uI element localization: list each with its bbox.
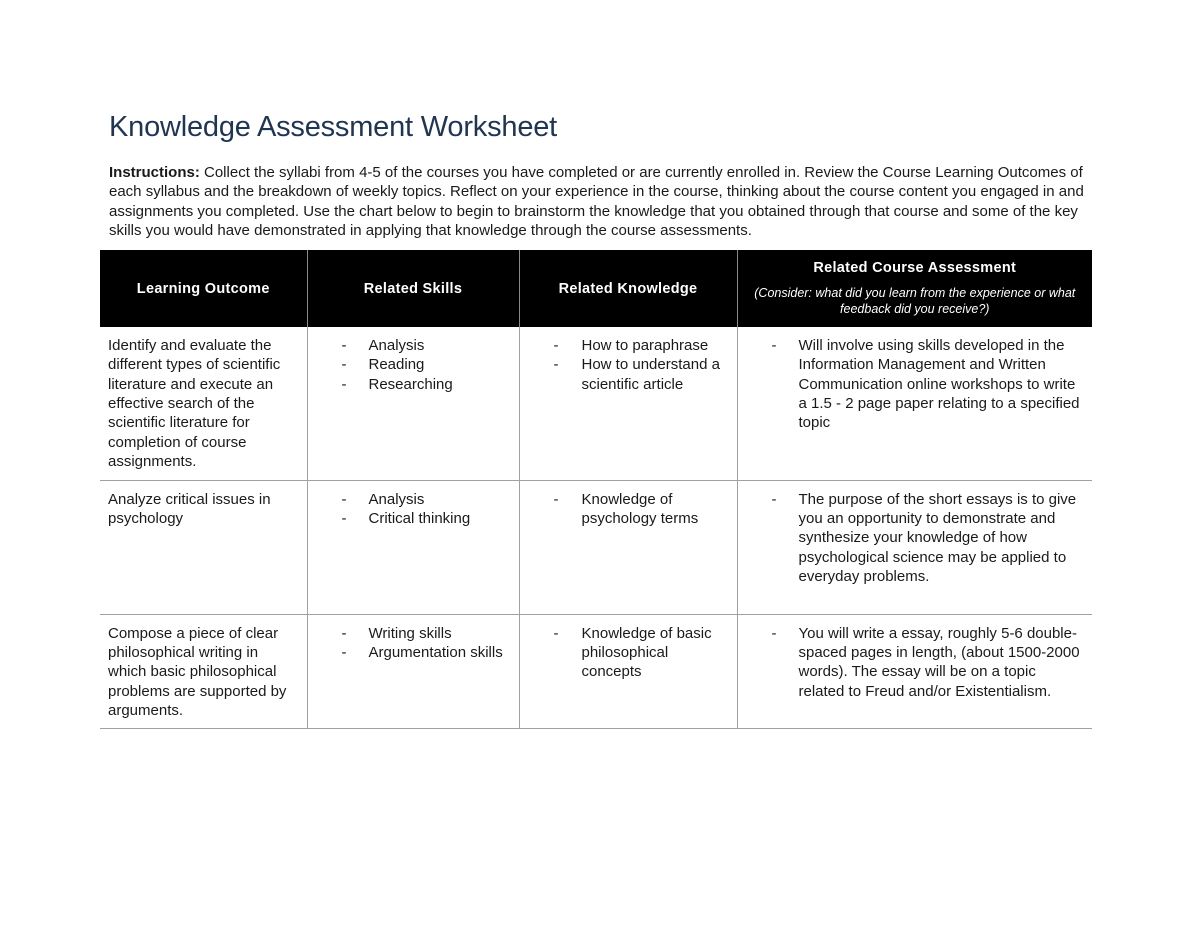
page-title: Knowledge Assessment Worksheet <box>109 111 558 143</box>
list-item: - Will involve using skills developed in the Information Management and Written Communication online workshops to write a 1.5 - 2 page paper relating to a specified topic <box>746 336 1085 432</box>
assessment-list <box>746 490 1085 586</box>
list-item: - Knowledge of psychology terms <box>528 490 729 529</box>
list-item: - Writing skills <box>316 624 511 643</box>
header-learning-outcome: Learning Outcome <box>100 250 307 327</box>
outcome-cell: Compose a piece of clear philosophical writing in which basic philosophical problems are supported by arguments. <box>100 614 307 728</box>
assessment-cell <box>737 614 1092 728</box>
knowledge-cell <box>519 327 737 480</box>
assessment-cell <box>737 480 1092 614</box>
knowledge-list <box>528 624 729 682</box>
header-assessment-note: (Consider: what did you learn from the experience or what feedback did you receive?) <box>754 286 1076 317</box>
skills-cell <box>307 327 519 480</box>
skills-list <box>316 624 511 663</box>
skills-cell <box>307 614 519 728</box>
list-item: - How to paraphrase <box>528 336 729 355</box>
instructions-paragraph <box>109 163 1084 240</box>
assessment-cell <box>737 327 1092 480</box>
list-item: - Knowledge of basic philosophical concepts <box>528 624 729 682</box>
instructions-text: Collect the syllabi from 4-5 of the courses you have completed or are currently enrolled in. Review the Course Learning Outcomes of each syllabus and the breakdown of weekly topics. Reflect on your experience in the course, thinking about the course content you engaged in and assignments you completed. Use the chart below to begin to brainstorm the knowledge that you obtained through that course and some of the key skills you would have demonstrated in applying that knowledge through the course assessments. <box>109 164 1084 239</box>
list-item: - Analysis <box>316 336 511 355</box>
table-row <box>100 614 1092 728</box>
worksheet-page <box>100 108 1092 729</box>
header-related-assessment-label: Related Course Assessment <box>813 260 1017 277</box>
list-item: - How to understand a scientific article <box>528 355 729 394</box>
assessment-list <box>746 624 1085 701</box>
knowledge-cell <box>519 480 737 614</box>
list-item: - Analysis <box>316 490 511 509</box>
assessment-table <box>100 250 1092 729</box>
list-item: - Researching <box>316 375 511 394</box>
table-row <box>100 327 1092 480</box>
skills-list <box>316 490 511 529</box>
table-header-row <box>100 250 1092 327</box>
outcome-cell: Identify and evaluate the different types of scientific literature and execute an effective search of the scientific literature for completion of course assignments. <box>100 327 307 480</box>
table-row <box>100 480 1092 614</box>
knowledge-cell <box>519 614 737 728</box>
skills-list <box>316 336 511 394</box>
knowledge-list <box>528 490 729 529</box>
list-item: - The purpose of the short essays is to give you an opportunity to demonstrate and synthesize your knowledge of how psychological science may be applied to everyday problems. <box>746 490 1085 586</box>
list-item: - Critical thinking <box>316 509 511 528</box>
instructions-label: Instructions: <box>109 164 200 181</box>
assessment-list <box>746 336 1085 432</box>
list-item: - Argumentation skills <box>316 643 511 662</box>
header-related-assessment <box>737 250 1092 327</box>
list-item: - You will write a essay, roughly 5-6 double-spaced pages in length, (about 1500-2000 words). The essay will be on a topic related to Freud and/or Existentialism. <box>746 624 1085 701</box>
header-related-skills: Related Skills <box>307 250 519 327</box>
skills-cell <box>307 480 519 614</box>
knowledge-list <box>528 336 729 394</box>
header-related-knowledge: Related Knowledge <box>519 250 737 327</box>
list-item: - Reading <box>316 355 511 374</box>
outcome-cell: Analyze critical issues in psychology <box>100 480 307 614</box>
